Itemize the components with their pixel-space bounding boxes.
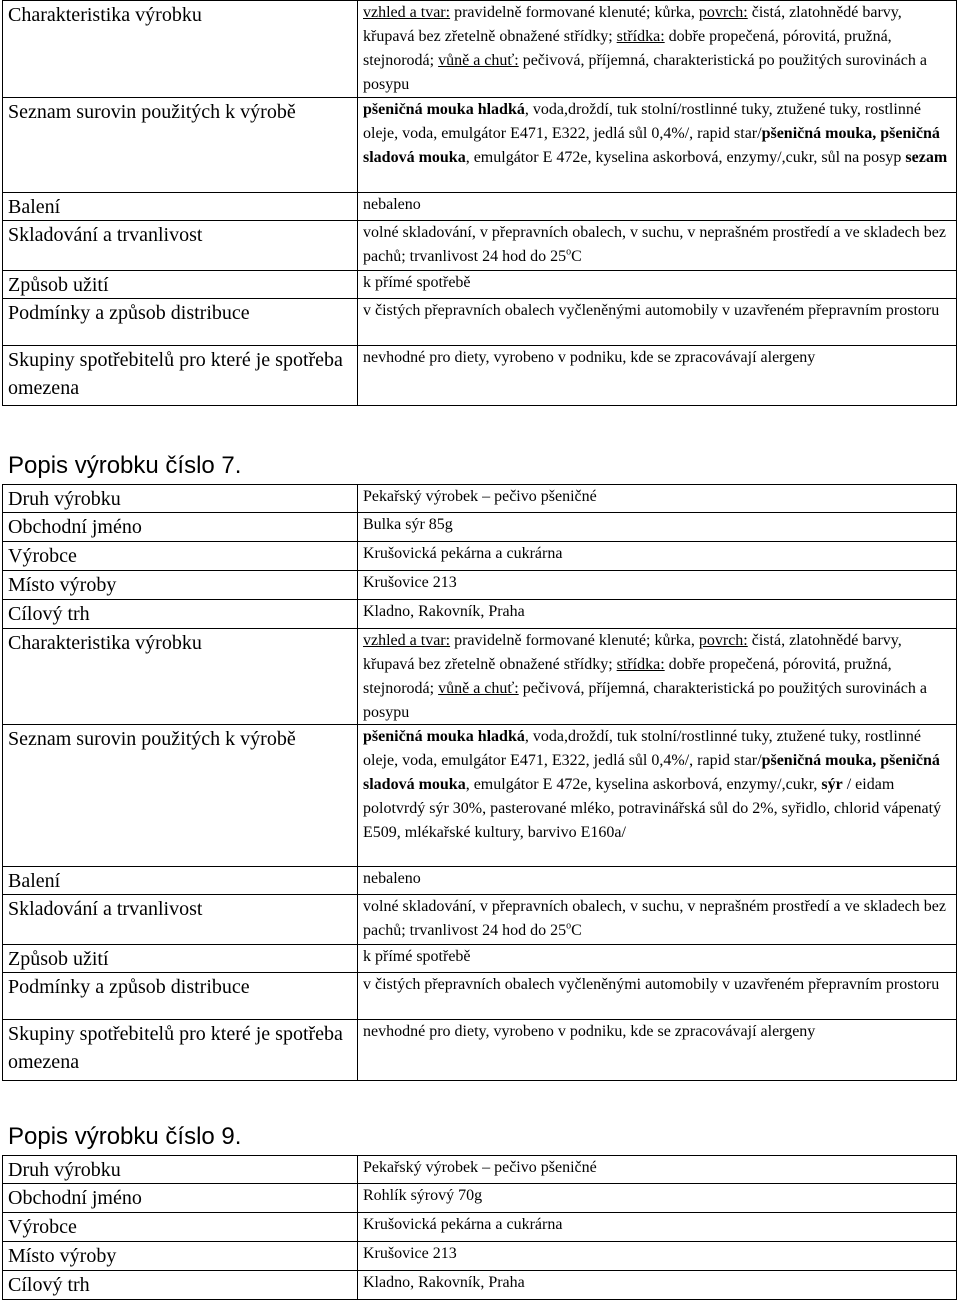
ing-bold-2: pšeničná mouka, pšeničná sladová mouka: [363, 125, 940, 166]
label-misto: Místo výroby: [3, 1242, 358, 1270]
label-charakteristika: Charakteristika výrobku: [3, 629, 358, 724]
row-druh: [3, 485, 956, 513]
label-seznam: Seznam surovin použitých k výrobě: [3, 725, 358, 866]
ing-bold-2: pšeničná mouka, pšeničná sladová mouka: [363, 752, 940, 793]
label-charakteristika: Charakteristika výrobku: [3, 1, 358, 97]
value-charakteristika: [358, 629, 956, 724]
row-obchodni: [3, 513, 956, 542]
product-table-7: [2, 484, 957, 1081]
value-baleni: nebaleno: [363, 870, 421, 887]
row-skladovani: [3, 895, 956, 945]
value-druh: Pekařský výrobek – pečivo pšeničné: [363, 1159, 597, 1176]
row-cilovy: [3, 600, 956, 629]
label-skupiny: Skupiny spotřebitelů pro které je spotřeba omezena: [3, 346, 358, 405]
value-baleni: nebaleno: [363, 196, 421, 213]
value-druh: Pekařský výrobek – pečivo pšeničné: [363, 488, 597, 505]
value-skupiny: nevhodné pro diety, vyrobeno v podniku, kde se zpracovávají alergeny: [363, 349, 816, 366]
value-zpusob: k přímé spotřebě: [363, 948, 471, 965]
label-zpusob: Způsob užití: [3, 271, 358, 298]
label-skupiny: Skupiny spotřebitelů pro které je spotřeba omezena: [3, 1020, 358, 1080]
char-text-1: pravidelně formované klenuté; kůrka,: [450, 4, 699, 21]
ing-text-4: / eidam polotvrdý sýr 30%, pasterované mléko, potravinářská sůl do 2%, syřidlo, chlorid vápenatý E509, mlékařské kultury, barvivo E160a/: [363, 776, 942, 841]
row-podminky: [3, 973, 956, 1020]
heading-product-7: Popis výrobku číslo 7.: [8, 452, 242, 479]
ing-text-2: , emulgátor E 472e, kyselina askorbová, enzymy/,cukr,: [465, 776, 818, 793]
row-misto: [3, 1242, 956, 1271]
row-zpusob: [3, 271, 956, 299]
label-druh: Druh výrobku: [3, 485, 358, 512]
row-charakteristika: [3, 629, 956, 725]
value-obchodni: Rohlík sýrový 70g: [363, 1187, 483, 1204]
row-seznam: [3, 98, 956, 193]
value-cilovy: Kladno, Rakovník, Praha: [363, 1274, 525, 1291]
ing-text-3: sůl na posyp: [817, 149, 906, 166]
value-vyrobce: Krušovická pekárna a cukrárna: [363, 545, 563, 562]
row-seznam: [3, 725, 956, 867]
label-druh: Druh výrobku: [3, 1156, 358, 1183]
row-skladovani: [3, 221, 956, 271]
label-podminky: Podmínky a způsob distribuce: [3, 299, 358, 345]
ing-text-1: , voda,droždí, tuk stolní/rostlinné tuky, ztužené tuky, rostlinné oleje, voda, emulgátor E471, E322, jedlá sůl 0,4%/, rapid star/: [363, 101, 921, 142]
label-obchodni: Obchodní jméno: [3, 513, 358, 541]
char-text-2: čistá, zlatohnědé barvy, křupavá bez zřetelně obnažené střídky;: [363, 4, 902, 45]
ing-bold-1: pšeničná mouka hladká: [363, 728, 525, 745]
row-skupiny: [3, 346, 956, 405]
label-vyrobce: Výrobce: [3, 542, 358, 570]
value-podminky: v čistých přepravních obalech vyčleněnými automobily v uzavřeném přepravním prostoru: [363, 302, 940, 319]
product-table-top: [2, 0, 957, 406]
label-obchodni: Obchodní jméno: [3, 1184, 358, 1212]
sklad-text: volné skladování, v přepravních obalech, v suchu, v neprašném prostředí a ve skladech bez pachů; trvanlivost 24 hod do 25: [363, 224, 946, 265]
label-vyrobce: Výrobce: [3, 1213, 358, 1241]
row-cilovy: [3, 1271, 956, 1300]
row-podminky: [3, 299, 956, 346]
label-zpusob: Způsob užití: [3, 945, 358, 972]
row-obchodni: [3, 1184, 956, 1213]
value-misto: Krušovice 213: [363, 574, 457, 591]
ing-text-2: , emulgátor E 472e, kyselina askorbová, enzymy/,cukr,: [465, 149, 818, 166]
char-text-2: čistá, zlatohnědé barvy, křupavá bez zřetelně obnažené střídky;: [363, 632, 902, 673]
char-label-stridka: střídka:: [616, 28, 665, 45]
ing-bold-3: sezam: [905, 149, 948, 166]
value-seznam: [358, 98, 956, 192]
char-label-stridka: střídka:: [616, 656, 665, 673]
char-label-vune: vůně a chuť:: [438, 680, 519, 697]
row-vyrobce: [3, 542, 956, 571]
product-table-9: [2, 1155, 957, 1300]
row-vyrobce: [3, 1213, 956, 1242]
char-label-povrch: povrch:: [698, 4, 748, 21]
row-charakteristika: [3, 1, 956, 98]
char-label-vzhled: vzhled a tvar:: [363, 4, 451, 21]
value-podminky: v čistých přepravních obalech vyčleněnými automobily v uzavřeném přepravním prostoru: [363, 976, 940, 993]
value-cilovy: Kladno, Rakovník, Praha: [363, 603, 525, 620]
value-misto: Krušovice 213: [363, 1245, 457, 1262]
value-skladovani: [358, 895, 956, 944]
value-vyrobce: Krušovická pekárna a cukrárna: [363, 1216, 563, 1233]
row-baleni: [3, 193, 956, 221]
char-label-vune: vůně a chuť:: [438, 52, 519, 69]
char-text-1: pravidelně formované klenuté; kůrka,: [450, 632, 699, 649]
label-skladovani: Skladování a trvanlivost: [3, 895, 358, 944]
row-zpusob: [3, 945, 956, 973]
ing-bold-3: sýr: [821, 776, 843, 793]
label-misto: Místo výroby: [3, 571, 358, 599]
value-zpusob: k přímé spotřebě: [363, 274, 471, 291]
row-misto: [3, 571, 956, 600]
char-text-4: pečivová, příjemná, charakteristická po použitých surovinách a posypu: [363, 52, 927, 93]
char-text-4: pečivová, příjemná, charakteristická po použitých surovinách a posypu: [363, 680, 927, 721]
label-cilovy: Cílový trh: [3, 600, 358, 628]
heading-product-9: Popis výrobku číslo 9.: [8, 1123, 242, 1150]
value-skladovani: [358, 221, 956, 270]
value-charakteristika: [358, 1, 956, 97]
sklad-unit: C: [571, 248, 582, 265]
sklad-text: volné skladování, v přepravních obalech, v suchu, v neprašném prostředí a ve skladech bez pachů; trvanlivost 24 hod do 25: [363, 898, 946, 939]
sklad-degree: o: [566, 246, 572, 258]
label-podminky: Podmínky a způsob distribuce: [3, 973, 358, 1019]
char-text-3: dobře propečená, pórovitá, pružná, stejnorodá;: [363, 656, 892, 697]
label-cilovy: Cílový trh: [3, 1271, 358, 1299]
value-seznam: [358, 725, 956, 866]
label-seznam: Seznam surovin použitých k výrobě: [3, 98, 358, 192]
char-label-povrch: povrch:: [698, 632, 748, 649]
ing-bold-1: pšeničná mouka hladká: [363, 101, 525, 118]
value-skupiny: nevhodné pro diety, vyrobeno v podniku, kde se zpracovávají alergeny: [363, 1023, 816, 1040]
sklad-unit: C: [571, 922, 582, 939]
row-baleni: [3, 867, 956, 895]
row-druh: [3, 1156, 956, 1184]
value-obchodni: Bulka sýr 85g: [363, 516, 453, 533]
label-skladovani: Skladování a trvanlivost: [3, 221, 358, 270]
char-label-vzhled: vzhled a tvar:: [363, 632, 451, 649]
label-baleni: Balení: [3, 193, 358, 220]
char-text-3: dobře propečená, pórovitá, pružná, stejnorodá;: [363, 28, 892, 69]
sklad-degree: o: [566, 920, 572, 932]
label-baleni: Balení: [3, 867, 358, 894]
row-skupiny: [3, 1020, 956, 1080]
ing-text-1: , voda,droždí, tuk stolní/rostlinné tuky, ztužené tuky, rostlinné oleje, voda, emulgátor E471, E322, jedlá sůl 0,4%/, rapid star/: [363, 728, 921, 769]
